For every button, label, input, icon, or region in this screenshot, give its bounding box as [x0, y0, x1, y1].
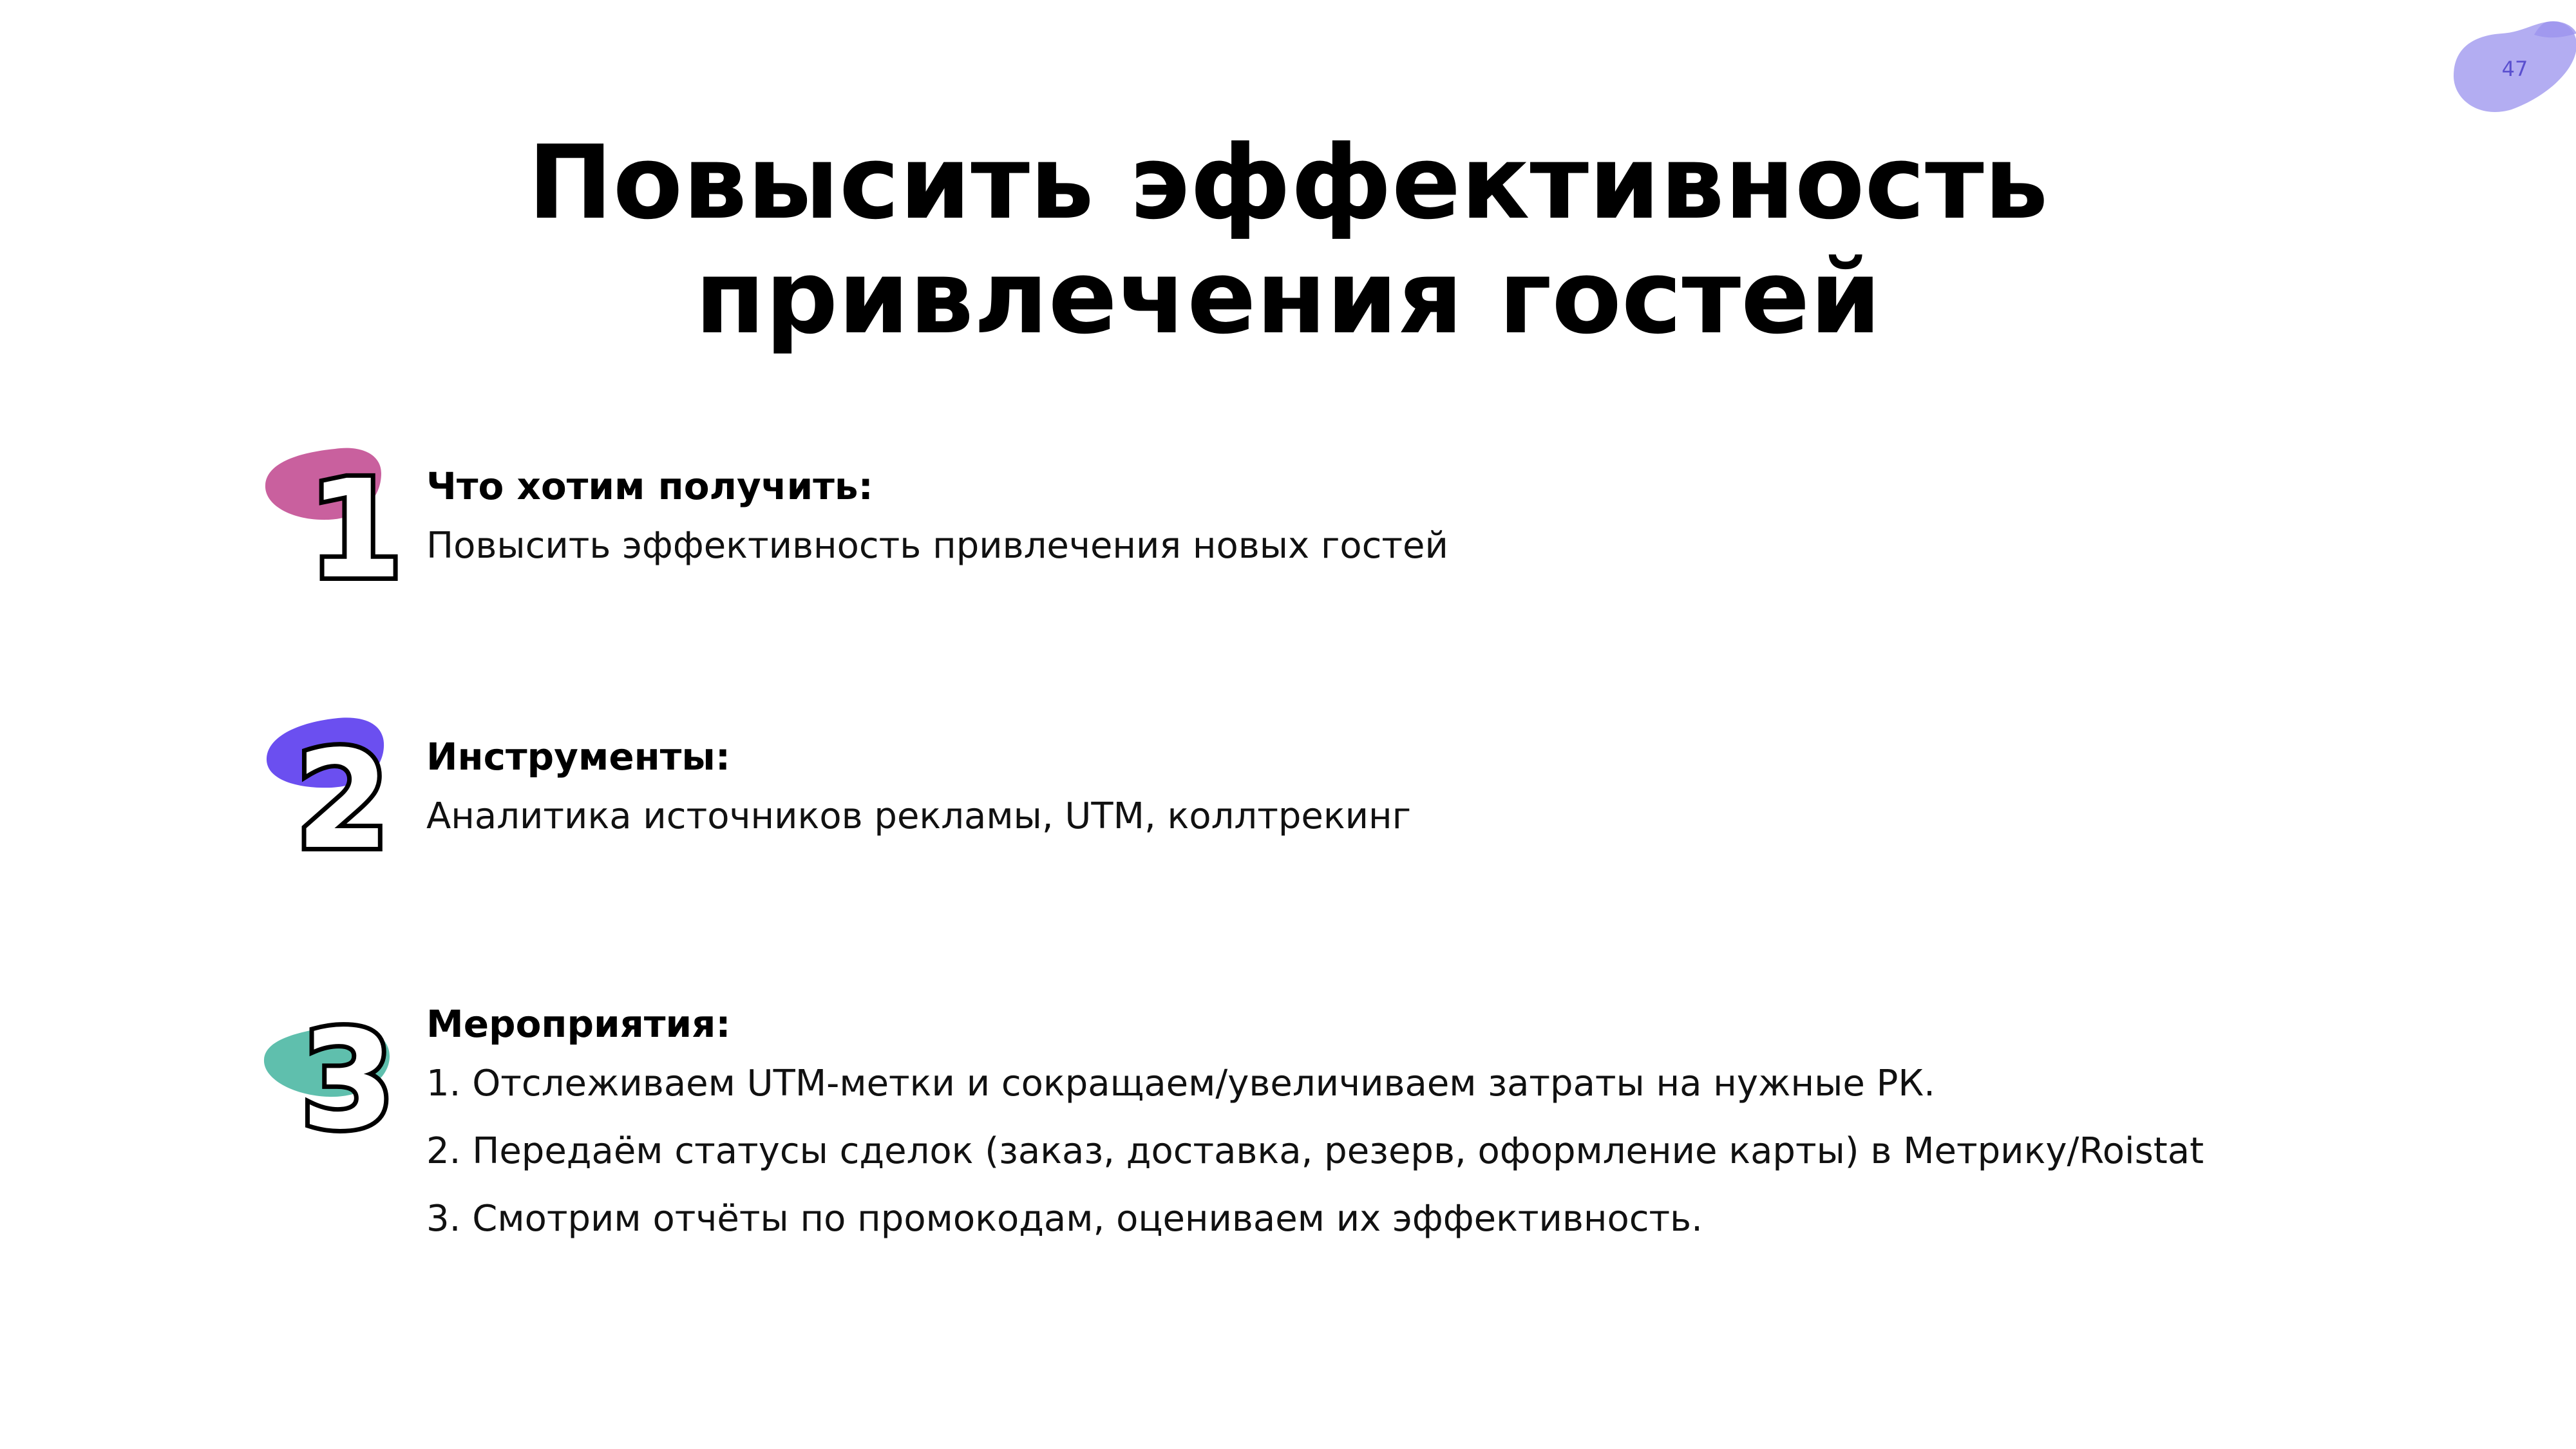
section-actions-text — [426, 1050, 2487, 1253]
number-mark-2 — [258, 718, 412, 879]
slide-title — [0, 126, 2576, 355]
digit-3: 3 — [300, 1001, 395, 1159]
section-tools-text — [426, 782, 2487, 850]
section-actions-line-3: 3. Смотрим отчёты по промокодам, оцениваем их эффективность. — [426, 1198, 1703, 1240]
section-goal-body — [426, 460, 2487, 580]
slide-title-line-1: Повысить эффективность — [527, 124, 2049, 242]
section-actions-heading: Мероприятия: — [426, 1002, 731, 1046]
digit-2: 2 — [295, 721, 390, 879]
section-tools-heading: Инструменты: — [426, 735, 731, 779]
section-actions-line-1: 1. Отслеживаем UTM-метки и сокращаем/увеличиваем затраты на нужные РК. — [426, 1063, 1935, 1104]
section-actions-body — [426, 998, 2487, 1253]
section-goal-heading: Что хотим получить: — [426, 464, 873, 508]
digit-1: 1 — [308, 451, 403, 609]
section-tools-body — [426, 731, 2487, 850]
section-goal-text — [426, 512, 2487, 580]
page-number-badge — [2450, 19, 2576, 116]
number-1-icon — [258, 448, 412, 609]
slide-title-line-2: привлечения гостей — [695, 238, 1881, 357]
number-2-icon — [258, 718, 412, 879]
section-tools-line-1: Аналитика источников рекламы, UTM, коллтрекинг — [426, 795, 1412, 837]
number-3-icon — [258, 989, 412, 1159]
number-mark-1 — [258, 448, 412, 609]
number-mark-3 — [258, 989, 412, 1159]
section-actions-line-2: 2. Передаём статусы сделок (заказ, доставка, резерв, оформление карты) в Метрику/Roistat — [426, 1130, 2204, 1172]
section-goal-line-1: Повысить эффективность привлечения новых гостей — [426, 525, 1448, 567]
page-number: 47 — [2501, 57, 2528, 81]
